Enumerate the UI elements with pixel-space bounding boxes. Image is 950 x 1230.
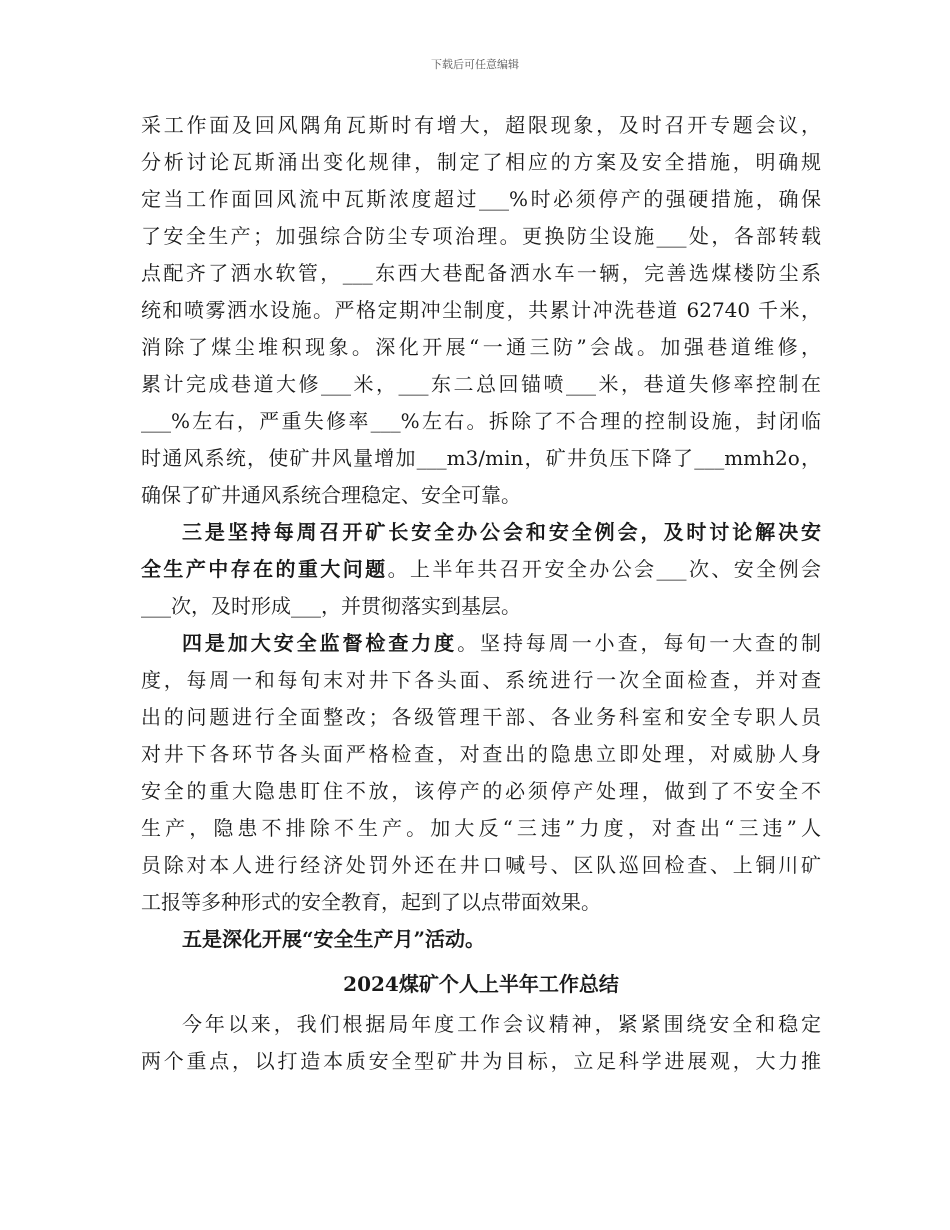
text-fragment: 。坚持每周一小查，每旬一大查的制 [457,631,821,655]
text-line: 了安全生产；加强综合防尘专项治理。更换防尘设施___处，各部转载 [141,224,821,248]
text-line: 确保了矿井通风系统合理稳定、安全可靠。 [141,483,521,507]
text-line: 今年以来，我们根据局年度工作会议精神，紧紧围绕安全和稳定 [182,1012,821,1036]
paragraph-ventilation [141,107,821,514]
bold-heading-text: 四是加大安全监督检查力度 [182,631,458,655]
text-line: 点配齐了洒水软管，___东西大巷配备洒水车一辆，完善选煤楼防尘系 [141,261,821,285]
text-fragment: 。上半年共召开安全办公会___次、安全例会 [387,557,821,581]
text-line [141,551,821,588]
text-line: 分析讨论瓦斯涌出变化规律，制定了相应的方案及安全措施，明确规 [141,150,821,174]
paragraph-inspection [141,625,821,921]
text-line: 定当工作面回风流中瓦斯浓度超过___%时必须停产的强硬措施，确保 [141,187,821,211]
text-line: 累计完成巷道大修___米，___东二总回锚喷___米，巷道失修率控制在 [141,372,821,396]
section-title: 2024煤矿个人上半年工作总结 [343,972,619,996]
text-line: 员除对本人进行经济处罚外还在井口喊号、区队巡回检查、上铜川矿 [141,853,821,877]
text-line: 消除了煤尘堆积现象。深化开展“一通三防”会战。加强巷道维修， [141,335,821,359]
text-line: 度，每周一和每旬末对井下各头面、系统进行一次全面检查，并对查 [141,668,821,692]
text-line: ___次，及时形成___，并贯彻落实到基层。 [141,594,521,618]
bold-heading-text: 全生产中存在的重大问题 [141,557,388,581]
text-line: 对井下各环节各头面严格检查，对查出的隐患立即处理，对威胁人身 [141,742,821,766]
text-line: ___%左右，严重失修率___%左右。拆除了不合理的控制设施，封闭临 [141,409,821,433]
text-line: 出的问题进行全面整改；各级管理干部、各业务科室和安全专职人员 [141,705,821,729]
text-line: 生产，隐患不排除不生产。加大反“三违”力度，对查出“三违”人 [141,816,821,840]
text-line: 采工作面及回风隅角瓦斯时有增大，超限现象，及时召开专题会议， [141,113,821,137]
text-line: 时通风系统，使矿井风量增加___m3/min，矿井负压下降了___mmh2o， [141,446,821,470]
paragraph-intro [141,1006,821,1080]
text-line: 工报等多种形式的安全教育，起到了以点带面效果。 [141,890,601,914]
paragraph-weekly-meetings [141,514,821,625]
document-body [141,107,821,1080]
text-line: 两个重点，以打造本质安全型矿井为目标，立足科学进展观，大力推 [141,1049,821,1073]
page-header: 下载后可任意编辑 [431,58,519,71]
text-line: 统和喷雾洒水设施。严格定期冲尘制度，共累计冲洗巷道 62740 千米， [141,298,821,322]
bold-heading-line: 三是坚持每周召开矿长安全办公会和安全例会，及时讨论解决安 [182,520,821,544]
text-line: 安全的重大隐患盯住不放，该停产的必须停产处理，做到了不安全不 [141,779,821,803]
bold-heading-line: 五是深化开展“安全生产月”活动。 [182,927,486,951]
text-line [141,625,821,662]
paragraph-safety-month [141,921,821,958]
